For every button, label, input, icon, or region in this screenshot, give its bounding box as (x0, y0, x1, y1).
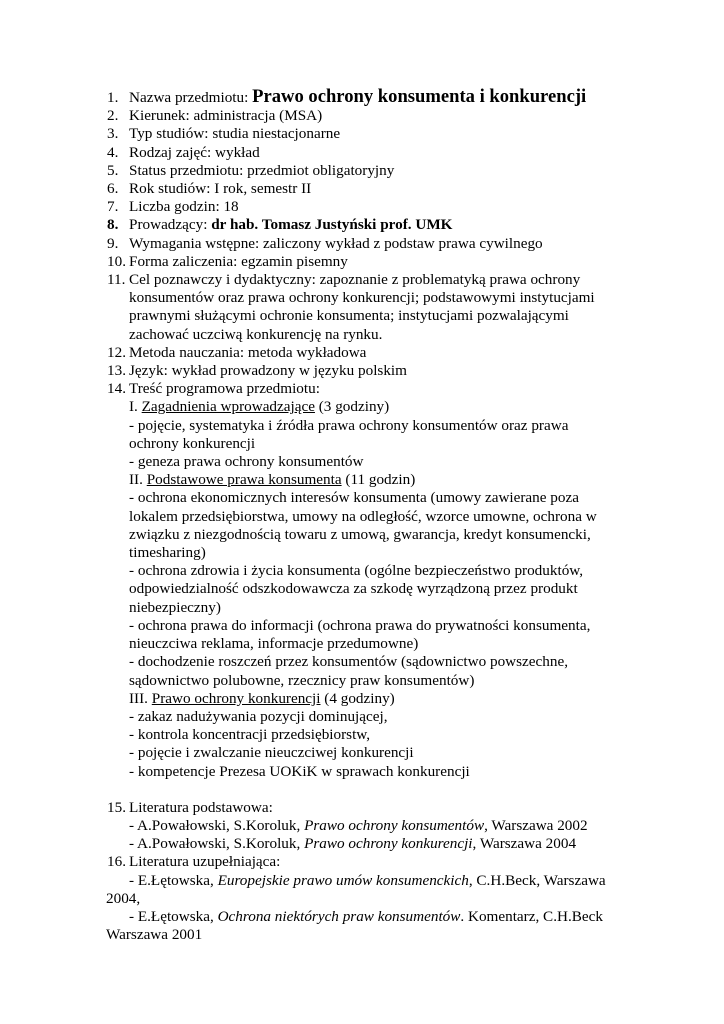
item-text: Rok studiów: I rok, semestr II (129, 180, 312, 198)
supplementary-literature-list (107, 872, 637, 945)
section-line: - kontrola koncentracji przedsiębiorstw, (129, 726, 371, 744)
item-number: 9. (107, 234, 119, 252)
item-10-assessment (107, 253, 637, 271)
item-13-language (107, 362, 637, 380)
section-hours: (4 godziny) (320, 689, 395, 707)
item-9-prerequisites (107, 235, 637, 253)
item-line: Cel poznawczy i dydaktyczny: zapoznanie z problematyką prawa ochrony (129, 271, 581, 289)
item-text: Wymagania wstępne: zaliczony wykład z podstaw prawa cywilnego (129, 234, 543, 252)
section-line: ochrony konkurencji (129, 434, 256, 452)
item-text: Liczba godzin: 18 (129, 198, 239, 216)
item-number: 1. (107, 89, 119, 106)
section-hours: (3 godziny) (314, 398, 390, 416)
course-syllabus (107, 88, 637, 944)
section-line: - pojęcie, systematyka i źródła prawa ochrony konsumentów oraz prawa (129, 416, 569, 434)
section-line: sądownictwo polubowne, rzecznicy praw konsumentów) (129, 671, 475, 689)
item-number: 7. (107, 198, 119, 216)
item-8-lecturer (107, 216, 637, 234)
section-line: - zakaz nadużywania pozycji dominującej, (129, 707, 388, 725)
item-14-program-content (107, 380, 637, 398)
item-1-course-name (107, 88, 637, 107)
section-line: - dochodzenie roszczeń przez konsumentów (sądownictwo powszechne, (129, 653, 569, 671)
item-text: Język: wykład prowadzony w języku polskim (129, 362, 407, 380)
section-title: Prawo ochrony konkurencji (151, 689, 321, 707)
section-numeral: II. (129, 471, 147, 489)
item-text: Literatura uzupełniająca: (129, 853, 281, 871)
section-title: Podstawowe prawa konsumenta (146, 471, 342, 489)
item-number: 10. (107, 252, 126, 270)
item-number: 11. (107, 271, 126, 289)
item-5-status (107, 162, 637, 180)
item-text: Forma zaliczenia: egzamin pisemny (129, 252, 348, 270)
item-number: 16. (107, 853, 126, 871)
item-number: 14. (107, 380, 126, 398)
item-text: Typ studiów: studia niestacjonarne (129, 125, 341, 143)
item-line: konsumentów oraz prawa ochrony konkurencji; podstawowymi instytucjami (129, 289, 595, 307)
item-text: Metoda nauczania: metoda wykładowa (129, 343, 367, 361)
literature-entry: - A.Powałowski, S.Koroluk, Prawo ochrony konsumentów, Warszawa 2002 (129, 816, 588, 834)
section-line: - pojęcie i zwalczanie nieuczciwej konkurencji (129, 744, 414, 762)
item-number: 8. (107, 216, 119, 234)
section-line: niebezpieczny) (129, 598, 221, 616)
item-7-hours (107, 198, 637, 216)
section-2 (129, 471, 637, 689)
book-title: Prawo ochrony konsumentów (304, 816, 485, 834)
item-text: Treść programowa przedmiotu: (129, 380, 320, 398)
item-label: Nazwa przedmiotu: (129, 89, 253, 106)
section-hours: (11 godzin) (341, 471, 416, 489)
item-2-field (107, 107, 637, 125)
section-line: związku z niezgodnością towaru z umową, gwarancja, kredyt konsumencki, (129, 525, 591, 543)
section-line: - ochrona ekonomicznych interesów konsumenta (umowy zawierane poza (129, 489, 579, 507)
item-number: 12. (107, 343, 126, 361)
item-16-supplementary-literature (107, 853, 637, 871)
section-title: Zagadnienia wprowadzające (141, 398, 315, 416)
section-line: odpowiedzialność odszkodowawcza za szkodę wyrządzoną przez produkt (129, 580, 578, 598)
section-line: - ochrona prawa do informacji (ochrona prawa do prywatności konsumenta, (129, 616, 591, 634)
section-line: - kompetencje Prezesa UOKiK w sprawach konkurencji (129, 762, 470, 780)
spacer (107, 781, 637, 799)
item-text: Kierunek: administracja (MSA) (129, 107, 323, 125)
literature-entry: - E.Łętowska, Ochrona niektórych praw konsumentów. Komentarz, C.H.Beck Warszawa 2001 (106, 907, 603, 944)
item-text: Literatura podstawowa: (129, 798, 273, 816)
item-line: zachować uczciwą konkurencję na rynku. (129, 325, 383, 343)
item-number: 4. (107, 143, 119, 161)
item-number: 2. (107, 107, 119, 125)
section-numeral: III. (129, 689, 152, 707)
item-line: prawnymi służącymi ochronie konsumenta; instytucjami pozwalającymi (129, 307, 569, 325)
book-title: Europejskie prawo umów konsumenckich (217, 871, 469, 889)
item-number: 13. (107, 362, 126, 380)
section-line: nieuczciwa reklama, informacje przedumowne) (129, 635, 419, 653)
item-number: 3. (107, 125, 119, 143)
item-4-class-type (107, 144, 637, 162)
item-11-objectives (107, 271, 637, 344)
item-15-core-literature (107, 799, 637, 817)
core-literature-list (107, 817, 637, 853)
book-title: Prawo ochrony konkurencji (304, 835, 473, 853)
item-label: Prowadzący: (129, 216, 212, 234)
literature-entry: - E.Łętowska, Europejskie prawo umów konsumenckich, C.H.Beck, Warszawa 2004, (106, 871, 606, 907)
item-12-teaching-method (107, 344, 637, 362)
item-text: Rodzaj zajęć: wykład (129, 143, 260, 161)
section-line: - geneza prawa ochrony konsumentów (129, 453, 364, 471)
item-text: Status przedmiotu: przedmiot obligatoryjny (129, 161, 395, 179)
book-title: Ochrona niektórych praw konsumentów (217, 907, 461, 925)
course-title: Prawo ochrony konsumenta i konkurencji (252, 86, 587, 107)
section-line: timesharing) (129, 544, 206, 562)
section-1 (129, 398, 637, 471)
section-numeral: I. (129, 398, 142, 416)
item-6-year (107, 180, 637, 198)
item-number: 15. (107, 798, 126, 816)
literature-entry: - A.Powałowski, S.Koroluk, Prawo ochrony konkurencji, Warszawa 2004 (129, 835, 577, 853)
section-line: lokalem przedsiębiorstwa, umowy na odległość, wzorce umowne, ochrona w (129, 507, 597, 525)
item-number: 6. (107, 180, 119, 198)
item-3-study-type (107, 125, 637, 143)
program-sections (107, 398, 637, 780)
section-line: - ochrona zdrowia i życia konsumenta (ogólne bezpieczeństwo produktów, (129, 562, 584, 580)
item-number: 5. (107, 161, 119, 179)
lecturer-name: dr hab. Tomasz Justyński prof. UMK (211, 216, 453, 234)
section-3 (129, 690, 637, 781)
